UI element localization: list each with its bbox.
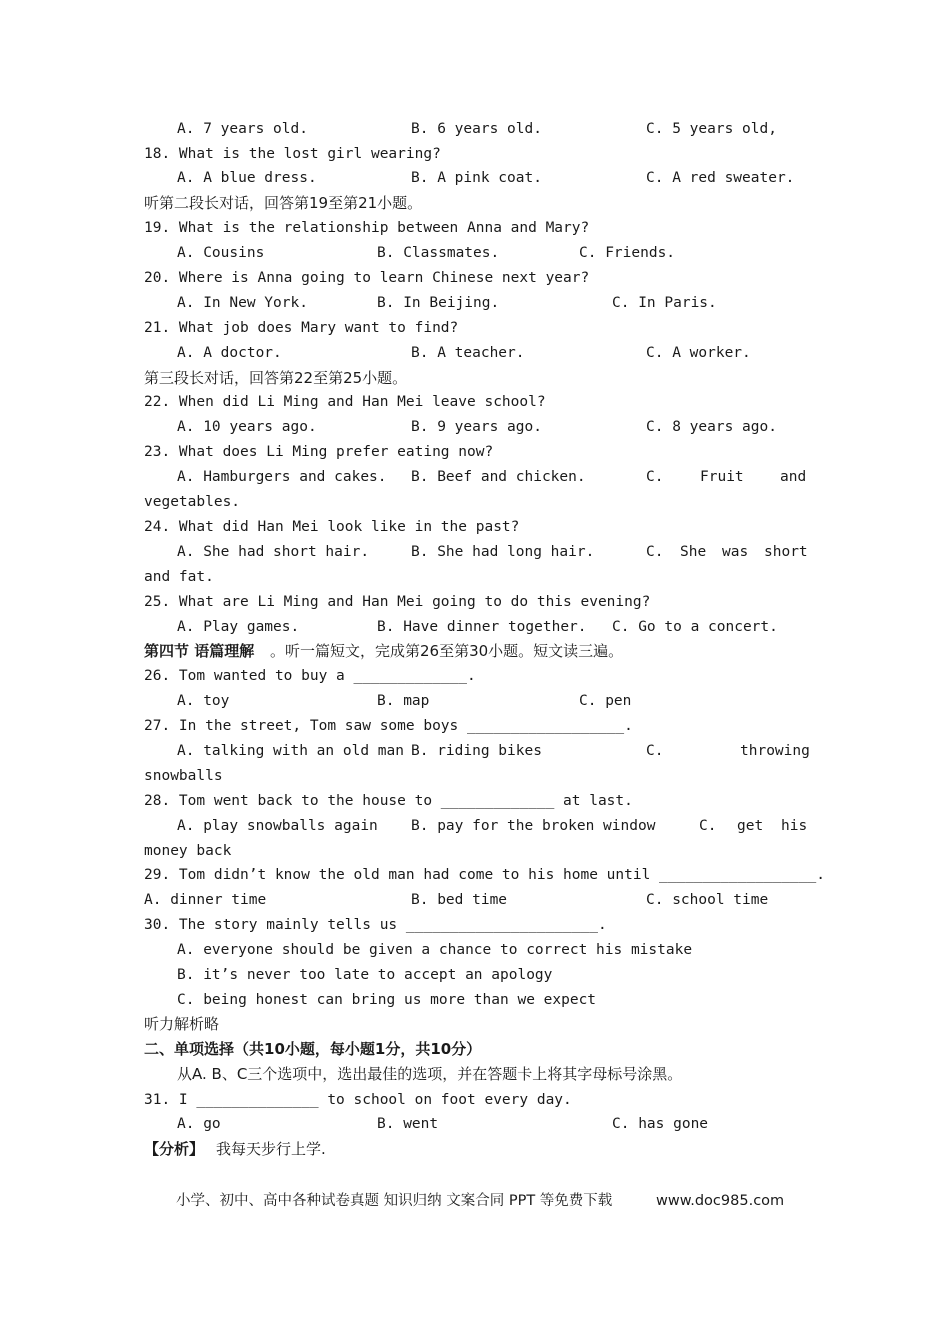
option-c-word: and [780, 469, 807, 485]
option-line [0, 815, 950, 837]
option-a: A. everyone should be given a chance to correct his mistake [177, 942, 693, 958]
question-line [0, 217, 950, 239]
option-line [0, 964, 950, 986]
option-a: A. Hamburgers and cakes. [177, 469, 387, 485]
section-title: 二、单项选择（共10小题，每小题1分，共10分） [144, 1040, 482, 1058]
option-b: B. went [377, 1116, 439, 1132]
option-b: B. In Beijing. [377, 295, 500, 311]
option-c: C. In Paris. [612, 295, 717, 311]
question-line [0, 143, 950, 165]
option-c-word: get [737, 818, 764, 834]
question-line [0, 665, 950, 687]
option-c: C. A worker. [646, 345, 751, 361]
question-line [0, 1089, 950, 1111]
option-c-word: was [722, 544, 749, 560]
option-line [0, 1113, 950, 1135]
option-c: C. Go to a concert. [612, 619, 778, 635]
option-b: B. map [377, 693, 430, 709]
question-24: 24. What did Han Mei look like in the past? [144, 519, 520, 535]
question-27: 27. In the street, Tom saw some boys __________________. [144, 718, 633, 734]
question-line [0, 317, 950, 339]
option-b: B. 6 years old. [411, 121, 542, 137]
option-c-continued: and fat. [144, 569, 214, 585]
question-23: 23. What does Li Ming prefer eating now? [144, 444, 494, 460]
option-c-letter: C. [646, 743, 664, 759]
option-c: C. A red sweater. [646, 170, 795, 186]
option-c: C. pen [579, 693, 632, 709]
question-line [0, 441, 950, 463]
option-c-word: his [781, 818, 808, 834]
option-a: A. talking with an old man [177, 743, 404, 759]
option-a: A. toy [177, 693, 230, 709]
option-c-word: Fruit [700, 469, 744, 485]
option-a: A. A blue dress. [177, 170, 317, 186]
option-line [0, 416, 950, 438]
question-19: 19. What is the relationship between Anna and Mary? [144, 220, 590, 236]
option-c-word: short [764, 544, 808, 560]
option-line [0, 989, 950, 1011]
question-22: 22. When did Li Ming and Han Mei leave school? [144, 394, 546, 410]
instruction-text: 从A. B、C三个选项中，选出最佳的选项，并在答题卡上将其字母标号涂黑。 [177, 1065, 683, 1083]
option-line [0, 690, 950, 712]
question-line [0, 391, 950, 413]
option-line [0, 292, 950, 314]
option-c-letter: C. [646, 469, 664, 485]
option-b: B. She had long hair. [411, 544, 595, 560]
option-line [0, 541, 950, 563]
wrapped-line [0, 765, 950, 787]
listening-analysis-note: 听力解析略 [144, 1015, 220, 1033]
analysis-line [0, 1138, 950, 1160]
option-c-word: She [680, 544, 707, 560]
option-c-continued: money back [144, 843, 232, 859]
option-line [0, 616, 950, 638]
question-line [0, 516, 950, 538]
wrapped-line [0, 566, 950, 588]
footer-site-link[interactable]: www.doc985.com [656, 1193, 785, 1209]
option-line [0, 342, 950, 364]
question-line [0, 715, 950, 737]
option-b: B. riding bikes [411, 743, 542, 759]
section-title: 第四节 语篇理解 [144, 642, 255, 660]
option-a: A. 7 years old. [177, 121, 308, 137]
option-line [0, 118, 950, 140]
option-b: B. it’s never too late to accept an apology [177, 967, 553, 983]
question-line [0, 914, 950, 936]
section-instruction [0, 1063, 950, 1085]
question-line [0, 790, 950, 812]
option-c-word: throwing [740, 743, 810, 759]
instruction-text: 听第二段长对话，回答第19至第21小题。 [144, 194, 423, 212]
option-line [0, 466, 950, 488]
option-a: A. In New York. [177, 295, 308, 311]
option-line [0, 939, 950, 961]
section-instruction [0, 367, 950, 389]
option-c-continued: vegetables. [144, 494, 241, 510]
section-instruction: 。听一篇短文，完成第26至第30小题。短文读三遍。 [270, 642, 624, 660]
option-c-letter: C. [699, 818, 717, 834]
question-20: 20. Where is Anna going to learn Chinese next year? [144, 270, 590, 286]
option-c: C. 8 years ago. [646, 419, 777, 435]
option-a: A. Cousins [177, 245, 265, 261]
option-b: B. A pink coat. [411, 170, 542, 186]
option-c: C. Friends. [579, 245, 676, 261]
option-a: A. dinner time [144, 892, 267, 908]
option-a: A. go [177, 1116, 221, 1132]
option-b: B. A teacher. [411, 345, 525, 361]
option-c-continued: snowballs [144, 768, 223, 784]
question-28: 28. Tom went back to the house to _____________ at last. [144, 793, 633, 809]
option-c: C. being honest can bring us more than we expect [177, 992, 597, 1008]
option-line [0, 740, 950, 762]
question-30: 30. The story mainly tells us ______________________. [144, 917, 607, 933]
note-line [0, 1013, 950, 1035]
option-a: A. A doctor. [177, 345, 282, 361]
question-line [0, 591, 950, 613]
option-line [0, 167, 950, 189]
option-a: A. Play games. [177, 619, 300, 635]
option-a: A. 10 years ago. [177, 419, 317, 435]
question-29: 29. Tom didn’t know the old man had come to his home until __________________. [144, 867, 825, 883]
footer-text: 小学、初中、高中各种试卷真题 知识归纳 文案合同 PPT 等免费下载 [176, 1193, 613, 1209]
question-26: 26. Tom wanted to buy a _____________. [144, 668, 476, 684]
option-b: B. Beef and chicken. [411, 469, 586, 485]
question-21: 21. What job does Mary want to find? [144, 320, 459, 336]
analysis-text: 我每天步行上学. [216, 1140, 326, 1158]
section-heading [0, 640, 950, 662]
option-b: B. 9 years ago. [411, 419, 542, 435]
question-line [0, 267, 950, 289]
option-c: C. has gone [612, 1116, 709, 1132]
option-line [0, 242, 950, 264]
option-a: A. She had short hair. [177, 544, 370, 560]
option-c: C. school time [646, 892, 769, 908]
option-a: A. play snowballs again [177, 818, 378, 834]
option-b: B. Have dinner together. [377, 619, 587, 635]
option-b: B. bed time [411, 892, 508, 908]
option-c-letter: C. [646, 544, 664, 560]
question-31: 31. I ______________ to school on foot every day. [144, 1092, 572, 1108]
option-c: C. 5 years old, [646, 121, 777, 137]
option-b: B. Classmates. [377, 245, 500, 261]
instruction-text: 第三段长对话，回答第22至第25小题。 [144, 369, 408, 387]
question-25: 25. What are Li Ming and Han Mei going to do this evening? [144, 594, 651, 610]
section-heading [0, 1038, 950, 1060]
section-instruction [0, 192, 950, 214]
option-line [0, 889, 950, 911]
question-line [0, 864, 950, 886]
question-18: 18. What is the lost girl wearing? [144, 146, 441, 162]
analysis-label: 【分析】 [144, 1140, 205, 1158]
wrapped-line [0, 491, 950, 513]
wrapped-line [0, 840, 950, 862]
page-footer [0, 1190, 950, 1212]
option-b: B. pay for the broken window [411, 818, 656, 834]
